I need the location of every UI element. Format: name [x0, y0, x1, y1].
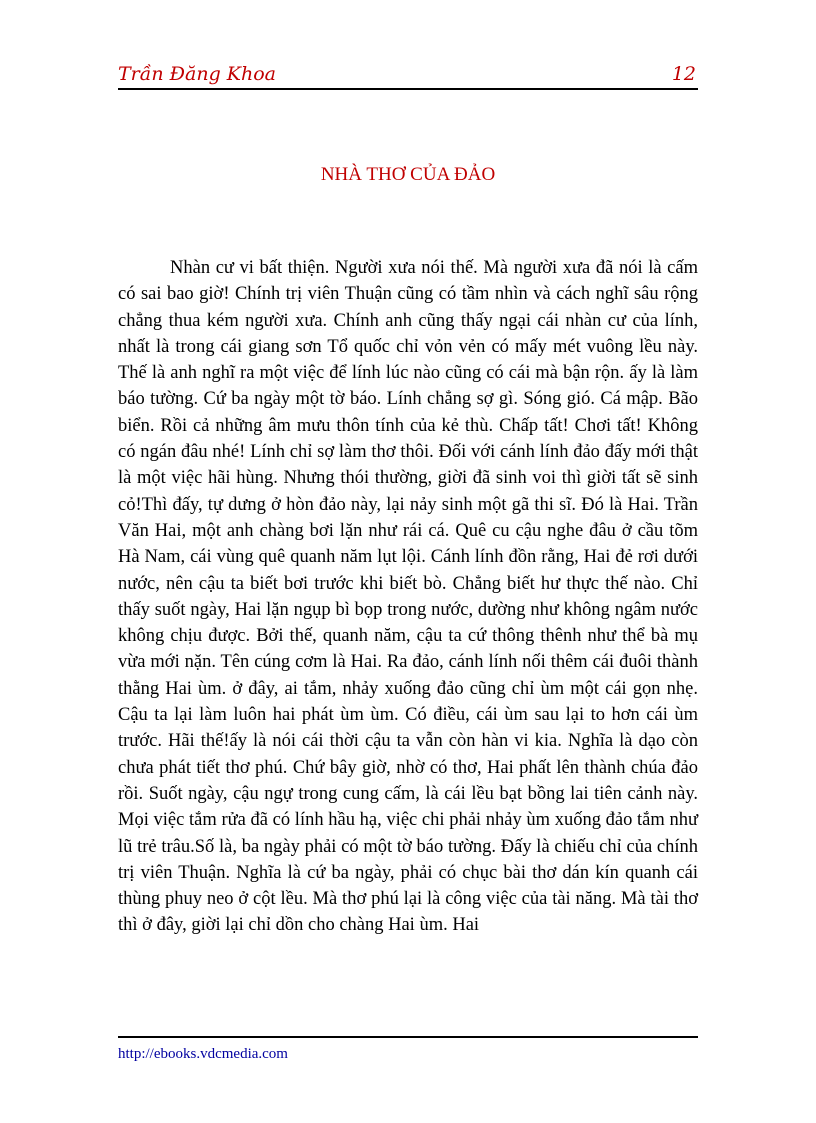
page-number: 12 [671, 63, 696, 85]
page-header [118, 62, 698, 88]
footer-link[interactable]: http://ebooks.vdcmedia.com [118, 1046, 288, 1062]
header-divider [118, 88, 698, 90]
body-paragraph: Nhàn cư vi bất thiện. Người xưa nói thế. Mà người xưa đã nói là cấm có sai bao giờ! Chính trị viên Thuận cũng có tầm nhìn và cách nghĩ sâu rộng chẳng thua kém người xưa. Chính anh cũng thấy ngại cái nhàn cư của lính, nhất là trong cái giang sơn Tổ quốc chỉ vỏn vẻn có mấy mét vuông lều này. Thế là anh nghĩ ra một việc để lính lúc nào cũng có cái mà bận rộn. ấy là làm báo tường. Cứ ba ngày một tờ báo. Lính chẳng sợ gì. Sóng gió. Cá mập. Bão biển. Rồi cả những âm mưu thôn tính của kẻ thù. Chấp tất! Chơi tất! Không có ngán đâu nhé! Lính chỉ sợ làm thơ thôi. Đối với cánh lính đảo đấy mới thật là một việc hãi hùng. Nhưng thói thường, giời đã sinh voi thì giời tất sẽ sinh cỏ!Thì đấy, tự dưng ở hòn đảo này, lại nảy sinh một gã thi sĩ. Đó là Hai. Trần Văn Hai, một anh chàng bơi lặn như rái cá. Quê cu cậu nghe đâu ở cầu tõm Hà Nam, cái vùng quê quanh năm lụt lội. Cánh lính đồn rằng, Hai đẻ rơi dưới nước, nên cậu ta biết bơi trước khi biết bò. Chẳng biết hư thực thế nào. Chỉ thấy suốt ngày, Hai lặn ngụp bì bọp trong nước, dường như không ngâm nước không chịu được. Bởi thế, quanh năm, cậu ta cứ thông thênh như thể bà mụ vừa mới nặn. Tên cúng cơm là Hai. Ra đảo, cánh lính nối thêm cái đuôi thành thằng Hai ùm. ở đây, ai tắm, nhảy xuống đảo cũng chỉ ùm một cái gọn nhẹ. Cậu ta lại làm luôn hai phát ùm ùm. Có điều, cái ùm sau lại to hơn cái ùm trước. Hãi thế!ấy là nói cái thời cậu ta vẫn còn hàn vi kia. Nghĩa là dạo còn chưa phát tiết thơ phú. Chứ bây giờ, nhờ có thơ, Hai phất lên thành chúa đảo rồi. Suốt ngày, cậu ngự trong cung cấm, là cái lều bạt bồng lai tiên cảnh này. Mọi việc tắm rửa đã có lính hầu hạ, việc chi phải nhảy ùm xuống đảo tắm như lũ trẻ trâu.Số là, ba ngày phải có một tờ báo tường. Đấy là chiếu chỉ của chính trị viên Thuận. Nghĩa là cứ ba ngày, phải có chục bài thơ dán kín quanh cái thùng phuy neo ở cột lều. Mà thơ phú lại là công việc của tài năng. Mà tài thơ thì ở đây, giời lại chỉ dồn cho chàng Hai ùm. Hai [118, 258, 698, 936]
footer-divider [118, 1036, 698, 1038]
header-author: Trần Đăng Khoa [118, 63, 276, 85]
chapter-title: NHÀ THƠ CỦA ĐẢO [320, 164, 496, 185]
